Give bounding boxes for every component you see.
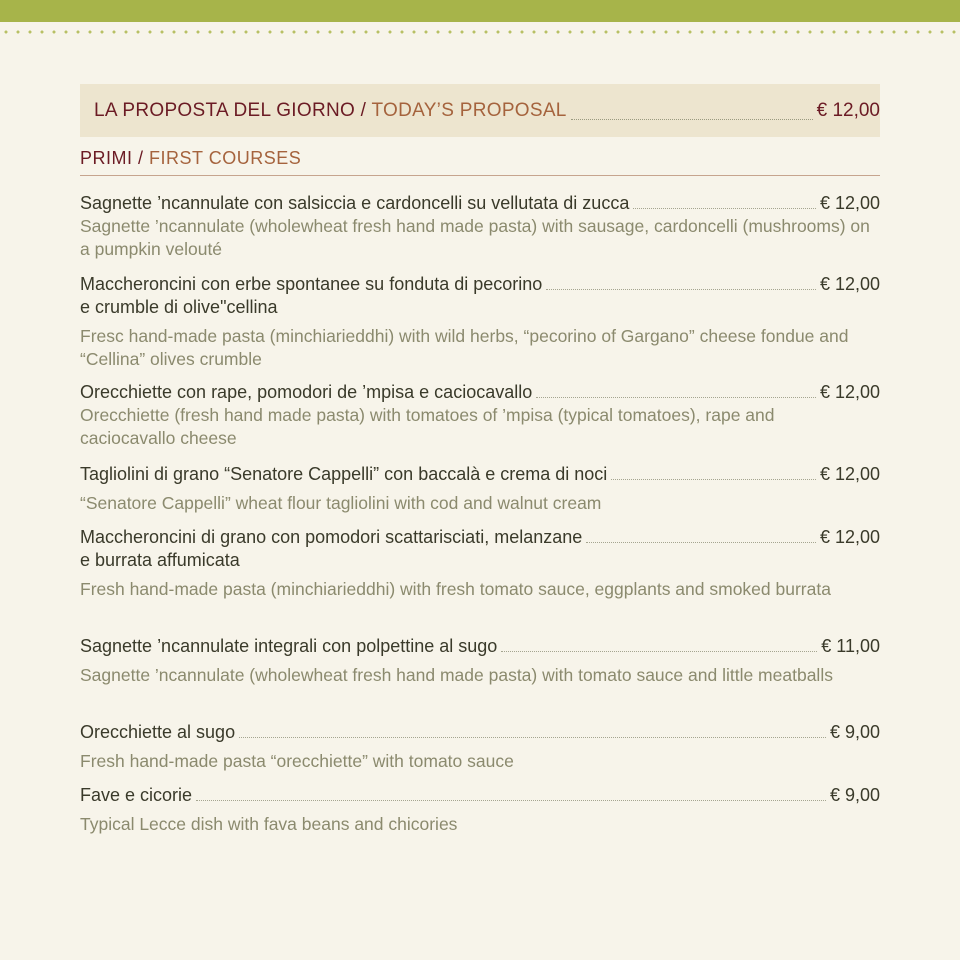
menu-item [80, 635, 880, 687]
proposal-label-it: LA PROPOSTA DEL GIORNO [94, 99, 356, 121]
dish-price: € 12,00 [819, 527, 880, 547]
dot-leader [501, 651, 817, 652]
dot-leader [633, 208, 816, 209]
proposal-label [94, 100, 567, 122]
dot-leader [611, 479, 816, 480]
menu-item [80, 381, 880, 450]
menu-item [80, 192, 880, 261]
proposal-separator: / [355, 99, 372, 121]
menu-item [80, 273, 880, 371]
dish-description: “Senatore Cappelli” wheat flour tagliolini with cod and walnut cream [80, 493, 602, 513]
dish-name: Sagnette ’ncannulate con salsiccia e cardoncelli su vellutata di zucca [80, 193, 630, 213]
dish-name: Orecchiette con rape, pomodori de ’mpisa e caciocavallo [80, 382, 533, 402]
section-title-en: FIRST COURSES [149, 148, 302, 168]
dish-description: Fresh hand-made pasta (minchiarieddhi) with fresh tomato sauce, eggplants and smoked burrata [80, 579, 831, 599]
dish-price: € 12,00 [819, 464, 880, 484]
dish-name-continued: e burrata affumicata [80, 550, 240, 570]
section-title-it: PRIMI [80, 148, 133, 168]
dotted-divider [0, 30, 960, 34]
dot-leader [586, 542, 816, 543]
top-border-bar [0, 0, 960, 22]
dot-leader [239, 737, 826, 738]
dish-price: € 12,00 [819, 193, 880, 213]
dish-description: Orecchiette (fresh hand made pasta) with tomatoes of ’mpisa (typical tomatoes), rape and caciocavallo cheese [80, 405, 775, 448]
dish-price: € 12,00 [819, 274, 880, 294]
dish-description: Typical Lecce dish with fava beans and chicories [80, 814, 458, 834]
dish-name: Tagliolini di grano “Senatore Cappelli” con baccalà e crema di noci [80, 464, 608, 484]
dish-price: € 9,00 [829, 785, 880, 805]
dish-description: Sagnette ’ncannulate (wholewheat fresh hand made pasta) with sausage, cardoncelli (mushrooms) on a pumpkin velouté [80, 216, 870, 259]
dish-name: Maccheroncini con erbe spontanee su fonduta di pecorino [80, 274, 543, 294]
dish-name: Sagnette ’ncannulate integrali con polpettine al sugo [80, 636, 498, 656]
dish-description: Fresc hand-made pasta (minchiarieddhi) with wild herbs, “pecorino of Gargano” cheese fondue and “Cellina” olives crumble [80, 326, 849, 369]
section-title [80, 148, 880, 176]
menu-item [80, 463, 880, 515]
menu-item [80, 721, 880, 773]
menu-item [80, 526, 880, 601]
dot-leader [536, 397, 816, 398]
dish-name: Orecchiette al sugo [80, 722, 236, 742]
section-separator: / [132, 148, 150, 168]
dish-name: Maccheroncini di grano con pomodori scattarisciati, melanzane [80, 527, 583, 547]
dish-description: Fresh hand-made pasta “orecchiette” with tomato sauce [80, 751, 514, 771]
dish-name: Fave e cicorie [80, 785, 193, 805]
dot-leader [196, 800, 826, 801]
dot-leader [546, 289, 816, 290]
dish-price: € 12,00 [819, 382, 880, 402]
proposal-label-en: TODAY’S PROPOSAL [371, 99, 567, 121]
proposal-price: € 12,00 [816, 99, 880, 121]
daily-proposal-banner [80, 84, 880, 137]
menu-item [80, 784, 880, 836]
dish-description: Sagnette ’ncannulate (wholewheat fresh hand made pasta) with tomato sauce and little meatballs [80, 665, 833, 685]
dot-leader [571, 119, 813, 120]
dish-price: € 9,00 [829, 722, 880, 742]
dish-price: € 11,00 [821, 636, 880, 656]
dish-name-continued: e crumble di olive"cellina [80, 297, 278, 317]
